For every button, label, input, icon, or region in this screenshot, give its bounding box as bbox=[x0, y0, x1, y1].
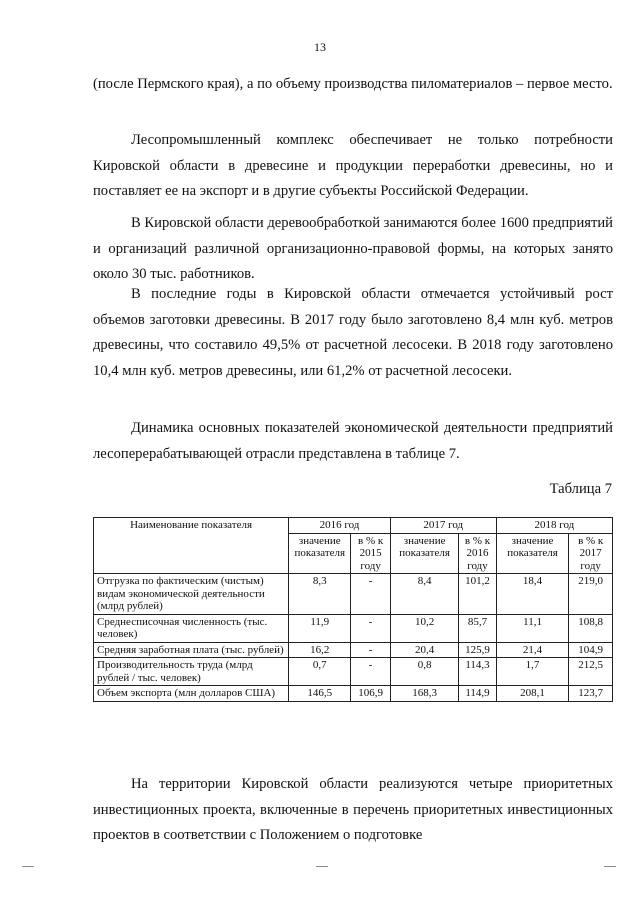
cell-value: 168,3 bbox=[390, 686, 459, 702]
page-number: 13 bbox=[314, 40, 326, 54]
cell-value: - bbox=[351, 614, 390, 642]
cell-value: 114,9 bbox=[459, 686, 496, 702]
paragraph-text: На территории Кировской области реализуются четыре приоритетных инвестиционных проекта, включенные в перечень приоритетных инвестиционных проектов в соответствии с Положением о подготовке bbox=[93, 776, 613, 843]
scan-mark bbox=[604, 866, 616, 867]
paragraph-investment-projects bbox=[93, 772, 613, 849]
cell-value: 114,3 bbox=[459, 658, 496, 686]
subheader-value: значение показателя bbox=[390, 533, 459, 574]
cell-value: 125,9 bbox=[459, 642, 496, 658]
paragraph-text: Лесопромышленный комплекс обеспечивает не только потребности Кировской области в древесине и продукции переработки древесины, но и поставляет ее на экспорт и в другие субъекты Российской Федерации. bbox=[93, 132, 613, 199]
paragraph-text: В Кировской области деревообработкой занимаются более 1600 предприятий и организаций различной организационно-правовой формы, на которых занято около 30 тыс. работников. bbox=[93, 215, 613, 282]
table-caption: Таблица 7 bbox=[549, 481, 612, 497]
scan-mark bbox=[22, 866, 34, 867]
table-row bbox=[94, 614, 613, 642]
cell-value: 11,1 bbox=[496, 614, 569, 642]
cell-value: 101,2 bbox=[459, 574, 496, 615]
header-year-2016: 2016 год bbox=[289, 518, 391, 534]
header-year-2018: 2018 год bbox=[496, 518, 612, 534]
cell-value: 8,4 bbox=[390, 574, 459, 615]
table-row bbox=[94, 642, 613, 658]
table-row bbox=[94, 574, 613, 615]
header-indicator-name: Наименование показателя bbox=[94, 518, 289, 574]
indicators-table bbox=[93, 517, 613, 702]
cell-value: 0,7 bbox=[289, 658, 351, 686]
cell-value: 20,4 bbox=[390, 642, 459, 658]
cell-value: 18,4 bbox=[496, 574, 569, 615]
cell-value: 1,7 bbox=[496, 658, 569, 686]
cell-value: 104,9 bbox=[569, 642, 613, 658]
cell-value: 123,7 bbox=[569, 686, 613, 702]
row-name: Отгрузка по фактическим (чистым) видам экономической деятельности (млрд рублей) bbox=[94, 574, 289, 615]
scan-footer-marks bbox=[0, 866, 640, 870]
row-name: Производительность труда (млрд рублей / тыс. человек) bbox=[94, 658, 289, 686]
cell-value: 146,5 bbox=[289, 686, 351, 702]
cell-value: 208,1 bbox=[496, 686, 569, 702]
paragraph-lumber-complex bbox=[93, 128, 613, 205]
cell-value: 212,5 bbox=[569, 658, 613, 686]
paragraph-enterprises bbox=[93, 211, 613, 288]
paragraph-text: Динамика основных показателей экономической деятельности предприятий лесоперерабатывающей отрасли представлена в таблице 7. bbox=[93, 420, 613, 462]
paragraph-dynamics bbox=[93, 416, 613, 467]
paragraph-text: (после Пермского края), а по объему производства пиломатериалов – первое место. bbox=[93, 76, 613, 92]
scan-mark bbox=[316, 866, 328, 867]
subheader-pct: в % к 2016 году bbox=[459, 533, 496, 574]
cell-value: 10,2 bbox=[390, 614, 459, 642]
cell-value: - bbox=[351, 574, 390, 615]
subheader-value: значение показателя bbox=[496, 533, 569, 574]
subheader-pct: в % к 2017 году bbox=[569, 533, 613, 574]
row-name: Средняя заработная плата (тыс. рублей) bbox=[94, 642, 289, 658]
header-year-2017: 2017 год bbox=[390, 518, 496, 534]
cell-value: 85,7 bbox=[459, 614, 496, 642]
cell-value: 106,9 bbox=[351, 686, 390, 702]
cell-value: 11,9 bbox=[289, 614, 351, 642]
cell-value: 21,4 bbox=[496, 642, 569, 658]
row-name: Объем экспорта (млн долларов США) bbox=[94, 686, 289, 702]
subheader-value: значение показателя bbox=[289, 533, 351, 574]
subheader-pct: в % к 2015 году bbox=[351, 533, 390, 574]
cell-value: 16,2 bbox=[289, 642, 351, 658]
cell-value: 0,8 bbox=[390, 658, 459, 686]
paragraph-text: В последние годы в Кировской области отмечается устойчивый рост объемов заготовки древесины. В 2017 году было заготовлено 8,4 млн куб. метров древесины, что составило 49,5% от расчетной лесосеки. В 2018 году заготовлено 10,4 млн куб. метров древесины, или 61,2% от расчетной лесосеки. bbox=[93, 286, 613, 379]
cell-value: 108,8 bbox=[569, 614, 613, 642]
table-header-row bbox=[94, 518, 613, 534]
cell-value: - bbox=[351, 658, 390, 686]
paragraph-continuation bbox=[93, 72, 613, 98]
paragraph-harvesting bbox=[93, 282, 613, 384]
cell-value: 8,3 bbox=[289, 574, 351, 615]
cell-value: - bbox=[351, 642, 390, 658]
row-name: Среднесписочная численность (тыс. человек) bbox=[94, 614, 289, 642]
table-row bbox=[94, 658, 613, 686]
cell-value: 219,0 bbox=[569, 574, 613, 615]
table-row bbox=[94, 686, 613, 702]
